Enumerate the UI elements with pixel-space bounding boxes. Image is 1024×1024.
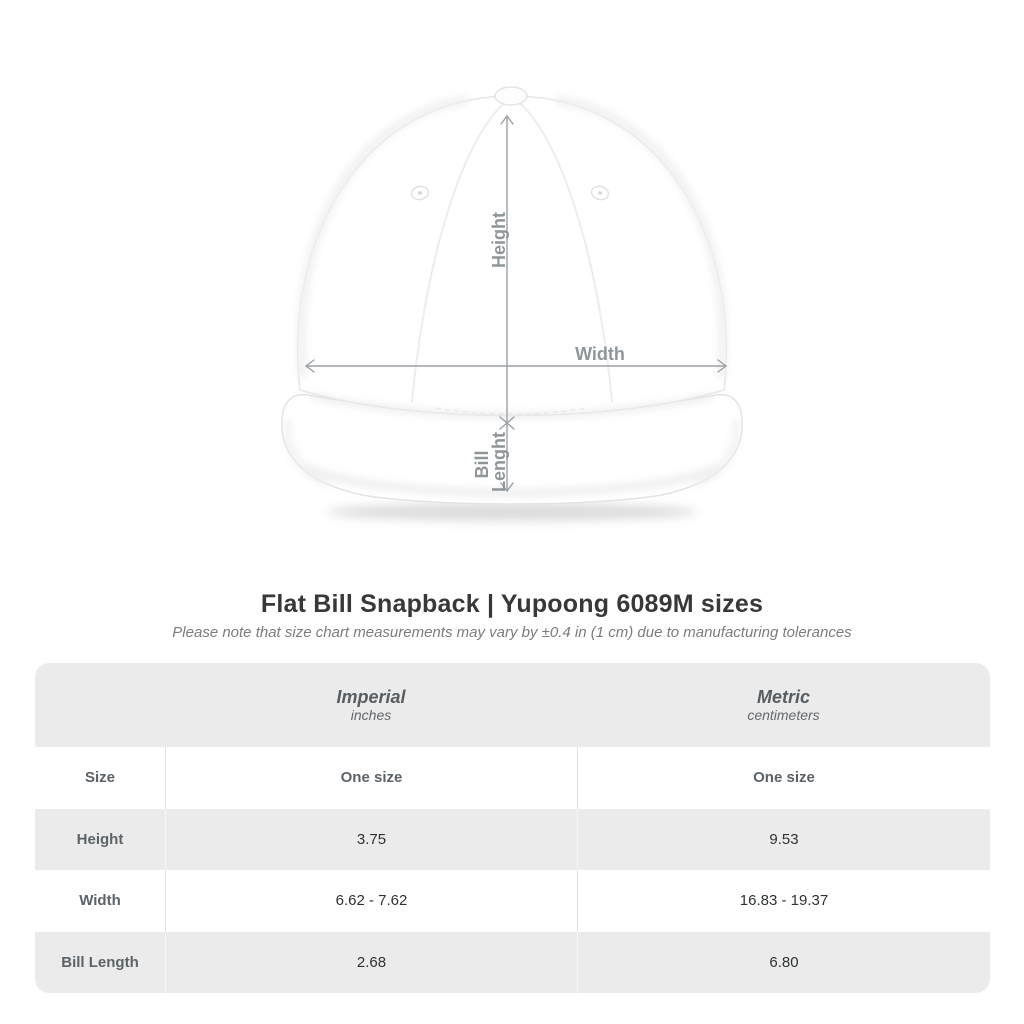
bill-length-label: Bill Lenght xyxy=(472,432,509,492)
table-row-height xyxy=(35,809,990,871)
row-label: Bill Length xyxy=(61,953,139,971)
metric-value: 16.83 - 19.37 xyxy=(577,870,990,932)
size-table xyxy=(35,663,990,993)
metric-value: 6.80 xyxy=(577,932,990,994)
page-title: Flat Bill Snapback | Yupoong 6089M sizes xyxy=(260,590,764,618)
table-row-bill-length xyxy=(35,932,990,994)
metric-header xyxy=(577,663,990,747)
metric-header-unit: centimeters xyxy=(747,706,820,723)
imperial-value: 6.62 - 7.62 xyxy=(165,870,577,932)
tolerance-note: Please note that size chart measurements may vary by ±0.4 in (1 cm) due to manufacturing tolerances xyxy=(172,624,852,641)
metric-value: 9.53 xyxy=(577,809,990,871)
header-spacer xyxy=(35,663,165,747)
row-label: Size xyxy=(84,769,115,787)
table-row-size xyxy=(35,747,990,809)
width-label: Width xyxy=(575,344,625,364)
table-header xyxy=(35,663,990,747)
metric-header-name: Metric xyxy=(756,686,810,707)
cap-button xyxy=(495,87,527,105)
imperial-header xyxy=(165,663,577,747)
imperial-value: 3.75 xyxy=(165,809,577,871)
cap-ground-shadow xyxy=(327,503,697,521)
imperial-header-name: Imperial xyxy=(336,686,406,707)
row-label: Height xyxy=(76,830,124,848)
imperial-header-unit: inches xyxy=(350,706,392,723)
metric-value: One size xyxy=(577,747,990,809)
row-label: Width xyxy=(79,892,121,910)
imperial-value: 2.68 xyxy=(165,932,577,994)
table-row-width xyxy=(35,870,990,932)
height-label: Height xyxy=(489,212,509,268)
imperial-value: One size xyxy=(165,747,577,809)
